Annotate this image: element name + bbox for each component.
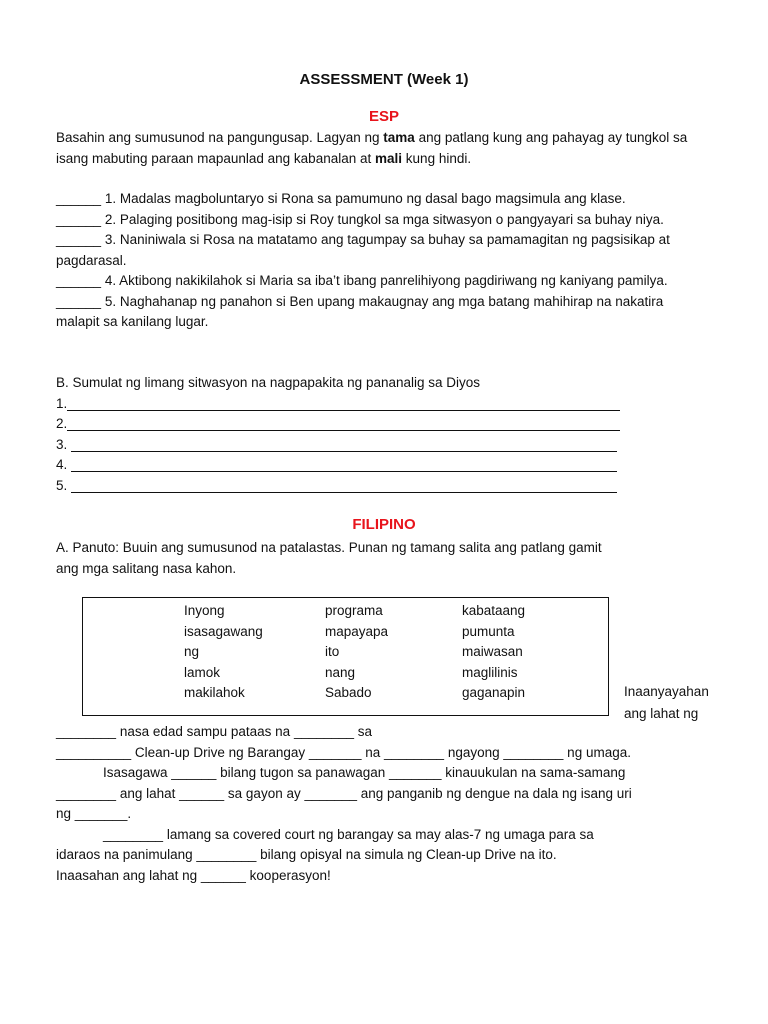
esp-item-4	[56, 271, 670, 292]
word-bank-word: mapayapa	[325, 623, 389, 639]
item-number: 4.	[104, 273, 117, 288]
word-bank-word: ng	[184, 644, 200, 659]
word-bank-word: programa	[325, 603, 383, 618]
passage-line-2: __________ Clean-up Drive ng Barangay _______ na ________ ngayong ________ ng umaga.	[56, 744, 631, 760]
side-text-line-1: Inaanyayahan	[624, 684, 709, 699]
esp-item-3	[56, 230, 670, 251]
answer-line-2	[56, 414, 620, 435]
item-text: Naghahanap ng panahon si Ben upang makaugnay ang mga batang mahihirap na nakatira	[119, 293, 664, 309]
word-bank-rows	[83, 601, 582, 704]
answer-line-5	[56, 476, 617, 497]
answer-line-1	[56, 394, 620, 415]
word-bank-row-1	[83, 601, 582, 622]
word-bank-word: isasagawang	[184, 623, 263, 639]
answer-rule	[71, 476, 617, 493]
instruction-line-2: ang mga salitang nasa kahon.	[56, 560, 237, 576]
esp-item-3-continued	[56, 251, 670, 272]
answer-line-3	[56, 435, 617, 456]
passage-side-text	[624, 681, 709, 724]
answer-blank: ______	[56, 191, 102, 206]
esp-part-b	[56, 373, 620, 496]
word-bank-word: nang	[325, 664, 356, 680]
word-bank-word: ito	[325, 644, 340, 659]
word-bank-row-2	[83, 622, 582, 643]
instruction-text: ang patlang kung ang pahayag ay tungkol sa	[418, 130, 688, 145]
word-bank-word: makilahok	[184, 685, 245, 700]
item-number: 2.	[104, 211, 117, 227]
word-bank-row-5	[83, 683, 582, 704]
answer-blank: ______	[56, 293, 102, 309]
esp-item-5-continued	[56, 312, 670, 333]
answer-rule	[71, 455, 617, 472]
side-text-line-2: ang lahat ng	[624, 705, 699, 721]
passage-line-6: ________ lamang sa covered court ng barangay sa may alas-7 ng umaga para sa	[103, 826, 594, 842]
answer-rule	[67, 394, 620, 411]
item-text: Madalas magboluntaryo si Rona sa pamumuno ng dasal bago magsimula ang klase.	[119, 191, 626, 206]
keyword-tama: tama	[383, 130, 415, 145]
word-bank-word: maiwasan	[462, 644, 523, 659]
word-bank-word: kabataang	[462, 603, 526, 618]
word-bank-box	[82, 597, 609, 716]
answer-blank: ______	[56, 273, 102, 288]
answer-number: 4.	[56, 457, 68, 472]
passage-line-1: ________ nasa edad sampu pataas na ________ sa	[56, 724, 373, 739]
answer-number: 5.	[56, 477, 68, 493]
passage-line-3: Isasagawa ______ bilang tugon sa panawagan _______ kinauukulan na sama-samang	[103, 765, 626, 780]
passage-line-4: ________ ang lahat ______ sa gayon ay _______ ang panganib ng dengue na dala ng isang uri	[56, 785, 632, 801]
instruction-text: Basahin ang sumusunod na pangungusap. Lagyan ng	[56, 130, 380, 145]
passage-line-7: idaraos na panimulang ________ bilang opisyal na simula ng Clean-up Drive na ito.	[56, 847, 557, 862]
filipino-instructions	[56, 538, 602, 579]
esp-instruction-line-1	[56, 128, 687, 149]
word-bank-word: lamok	[184, 664, 221, 680]
item-text: Palaging positibong mag-isip si Roy tungkol sa mga sitwasyon o pangyayari sa buhay niya.	[119, 211, 664, 227]
filipino-heading: FILIPINO	[352, 516, 416, 533]
esp-instruction-line-2	[56, 149, 687, 170]
passage	[56, 722, 632, 886]
esp-item-1	[56, 189, 670, 210]
esp-instructions	[56, 128, 687, 169]
esp-heading: ESP	[368, 108, 399, 125]
word-bank-word: pumunta	[462, 623, 515, 639]
passage-line-8: Inaasahan ang lahat ng ______ kooperasyon!	[56, 867, 331, 883]
passage-line-5: ng _______.	[56, 806, 132, 821]
answer-line-4	[56, 455, 617, 476]
word-bank-row-3	[83, 642, 582, 663]
esp-item-2	[56, 210, 670, 231]
esp-items	[56, 189, 670, 333]
esp-item-5	[56, 292, 670, 313]
item-text: malapit sa kanilang lugar.	[56, 314, 209, 329]
word-bank-word: Sabado	[325, 685, 372, 700]
keyword-mali: mali	[375, 150, 403, 166]
word-bank-row-4	[83, 663, 582, 684]
word-bank-word: Inyong	[184, 603, 225, 618]
word-bank-word: maglilinis	[462, 664, 518, 680]
answer-number: 2.	[56, 416, 68, 431]
instruction-text: isang mabuting paraan mapaunlad ang kabanalan at	[56, 150, 372, 166]
instruction-line-1: A. Panuto: Buuin ang sumusunod na patalastas. Punan ng tamang salita ang patlang gamit	[56, 540, 602, 555]
answer-number: 1.	[56, 395, 68, 411]
answer-blank: ______	[56, 211, 102, 227]
answer-number: 3.	[56, 436, 68, 452]
item-text: pagdarasal.	[56, 252, 127, 268]
page-title: ASSESSMENT (Week 1)	[299, 71, 469, 88]
item-number: 1.	[104, 191, 117, 206]
item-text: Aktibong nakikilahok si Maria sa iba’t ibang panrelihiyong pagdiriwang ng kaniyang pamilya.	[119, 273, 668, 288]
part-b-prompt: B. Sumulat ng limang sitwasyon na nagpapakita ng pananalig sa Diyos	[56, 375, 481, 390]
answer-rule	[67, 414, 620, 431]
answer-rule	[71, 435, 617, 452]
item-text: Naniniwala si Rosa na matatamo ang tagumpay sa buhay sa pamamagitan ng pagsisikap at	[119, 232, 670, 247]
word-bank-word: gaganapin	[462, 685, 526, 700]
instruction-text: kung hindi.	[405, 150, 472, 166]
answer-blank: ______	[56, 232, 102, 247]
item-number: 5.	[104, 293, 117, 309]
item-number: 3.	[104, 232, 117, 247]
